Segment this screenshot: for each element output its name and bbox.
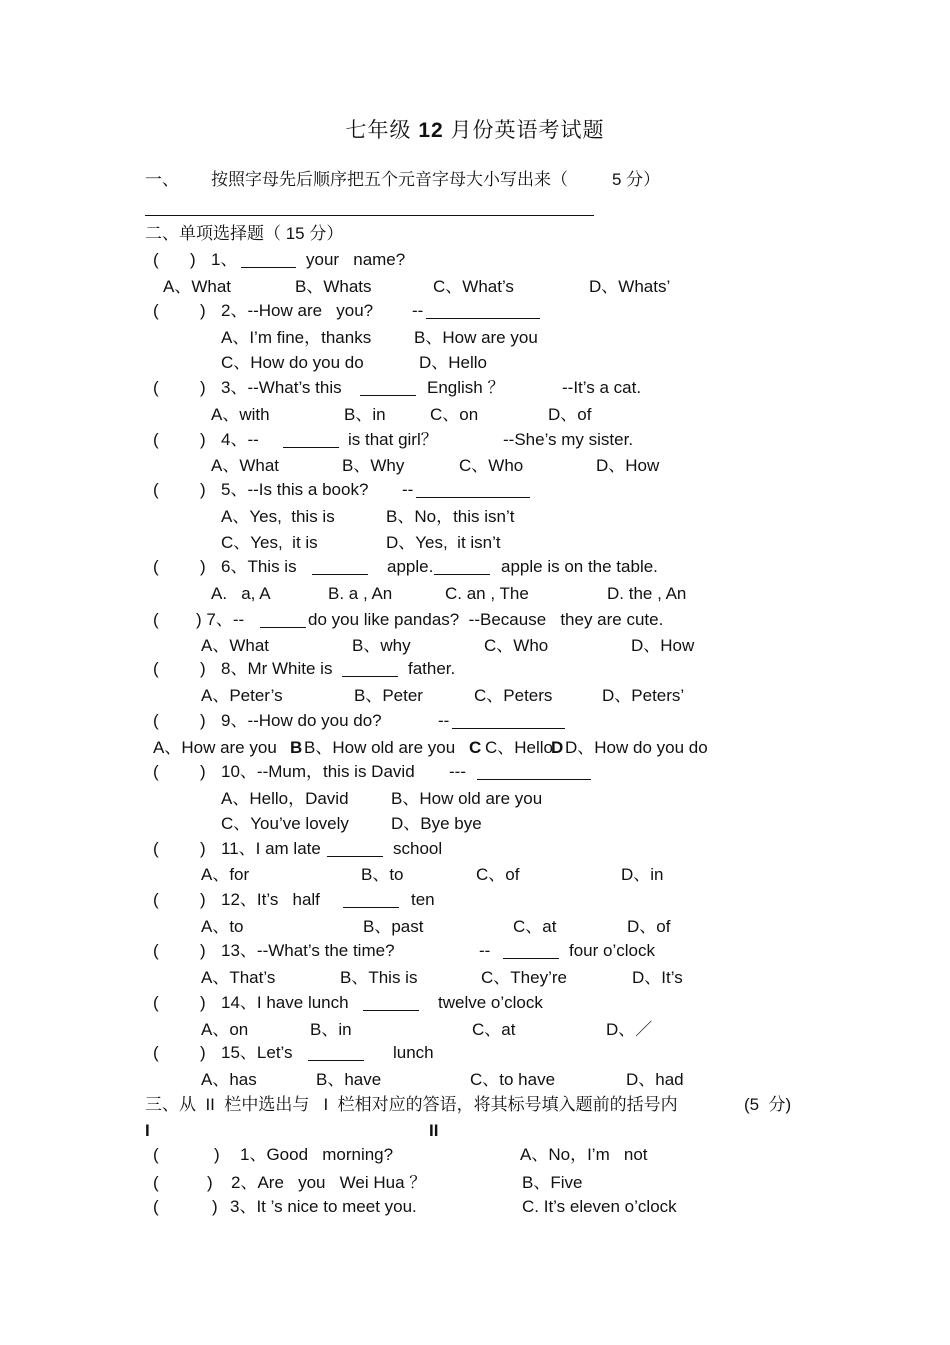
paren-open: (: [153, 711, 159, 730]
paren-open: (: [153, 890, 159, 909]
paren-close: ): [214, 1145, 220, 1164]
option-letter: D: [551, 738, 564, 757]
question-11-text: 11、I am late: [221, 839, 321, 858]
option: A、Hello，David: [221, 789, 349, 808]
match-2-question: 2、Are you Wei Hua ？: [231, 1173, 427, 1192]
question-8-text: 8、Mr White is: [221, 659, 333, 678]
section-1-label: 一、: [145, 170, 179, 189]
option: A、That’s: [201, 968, 276, 987]
option: B. a , An: [328, 584, 393, 603]
option: A、What: [211, 456, 280, 475]
blank[interactable]: [416, 481, 530, 498]
question-13-text: 13、--What’s the time?: [221, 941, 395, 960]
option: A、Yes, this is: [221, 507, 335, 526]
dash: ---: [449, 762, 466, 781]
option: D、Yes, it isn’t: [386, 533, 501, 552]
option: C、Yes, it is: [221, 533, 318, 552]
column-i-header: I: [145, 1121, 150, 1140]
question-1-text: your name?: [306, 250, 406, 269]
paren-close: ): [200, 557, 206, 576]
paren-open: (: [153, 1043, 159, 1062]
option: C. an , The: [445, 584, 529, 603]
question-6-mid: apple.: [387, 557, 434, 576]
paren-close: ): [190, 250, 196, 269]
question-7-number: ) 7、--: [196, 610, 245, 629]
option: C、They’re: [481, 968, 567, 987]
option: D、of: [627, 917, 671, 936]
option: B、Peter: [354, 686, 423, 705]
option: D、／: [606, 1020, 653, 1039]
question-6-right: apple is on the table.: [501, 557, 658, 576]
option: C、How do you do: [221, 353, 364, 372]
blank[interactable]: [363, 994, 419, 1011]
option: B、No，this isn’t: [386, 507, 515, 526]
question-9-text: 9、--How do you do?: [221, 711, 382, 730]
paren-close: ): [200, 941, 206, 960]
option: D、had: [626, 1070, 684, 1089]
answer-line: [145, 215, 594, 216]
paren-close: ): [212, 1197, 218, 1216]
match-2-answer: B、Five: [522, 1173, 583, 1192]
question-15-right: lunch: [393, 1043, 434, 1062]
blank[interactable]: [260, 611, 306, 628]
option: A、has: [201, 1070, 257, 1089]
option-letter: C: [469, 738, 482, 757]
blank[interactable]: [360, 379, 416, 396]
option: C、What’s: [433, 277, 514, 296]
option: C、of: [476, 865, 520, 884]
question-12-right: ten: [411, 890, 435, 909]
option: B、How are you: [414, 328, 538, 347]
option: A、What: [201, 636, 270, 655]
paren-open: (: [153, 378, 159, 397]
option: A、I’m fine，thanks: [221, 328, 372, 347]
option: B、Why: [342, 456, 405, 475]
option: C、on: [430, 405, 479, 424]
paren-close: ): [200, 993, 206, 1012]
dash: --: [402, 480, 414, 499]
question-10-text: 10、--Mum，this is David: [221, 762, 415, 781]
option: C、at: [513, 917, 557, 936]
option: C、at: [472, 1020, 516, 1039]
paren-close: ): [200, 430, 206, 449]
option: D、How do you do: [565, 738, 708, 757]
option: A、for: [201, 865, 250, 884]
option: A、How are you: [153, 738, 277, 757]
option: B、How old are you: [391, 789, 543, 808]
question-8-right: father.: [408, 659, 456, 678]
option: D、Peters’: [602, 686, 685, 705]
option: D、in: [621, 865, 664, 884]
paren-close: ): [200, 378, 206, 397]
paren-close: ): [200, 480, 206, 499]
paren-open: (: [153, 430, 159, 449]
question-7-text: do you like pandas? --Because they are cute.: [308, 610, 664, 629]
option: D、It’s: [632, 968, 683, 987]
blank[interactable]: [452, 712, 565, 729]
match-1-question: 1、Good morning?: [240, 1145, 394, 1164]
paren-open: (: [153, 610, 159, 629]
blank[interactable]: [312, 558, 368, 575]
option: D、How: [631, 636, 695, 655]
option: A、with: [211, 405, 270, 424]
option-letter: B: [290, 738, 303, 757]
column-ii-header: II: [429, 1121, 439, 1140]
blank[interactable]: [342, 660, 398, 677]
dash: --: [479, 941, 491, 960]
paren-open: (: [153, 1173, 159, 1192]
match-3-question: 3、It ’s nice to meet you.: [230, 1197, 417, 1216]
question-2-text: 2、--How are you?: [221, 301, 374, 320]
match-3-answer: C. It’s eleven o’clock: [522, 1197, 677, 1216]
option: C、Who: [484, 636, 549, 655]
option: B、Whats: [295, 277, 372, 296]
option: C、Peters: [474, 686, 553, 705]
question-5-text: 5、--Is this a book?: [221, 480, 369, 499]
option: A. a, A: [211, 584, 271, 603]
paren-close: ): [200, 659, 206, 678]
paren-open: (: [153, 301, 159, 320]
option: B、why: [352, 636, 411, 655]
option: A、Peter’s: [201, 686, 283, 705]
paren-open: (: [153, 1145, 159, 1164]
question-11-right: school: [393, 839, 443, 858]
option: C、to have: [470, 1070, 556, 1089]
blank[interactable]: [426, 302, 540, 319]
paren-close: ): [200, 890, 206, 909]
option: C、You’ve lovely: [221, 814, 349, 833]
option: C、Who: [459, 456, 524, 475]
paren-open: (: [153, 1197, 159, 1216]
section-3-score: (5 分): [744, 1095, 792, 1114]
question-1-number: 1、: [211, 250, 238, 269]
option: B、How old are you: [304, 738, 456, 757]
option: A、on: [201, 1020, 249, 1039]
blank[interactable]: [434, 558, 490, 575]
option: D、Whats’: [589, 277, 671, 296]
section-1-score: 5 分）: [612, 170, 661, 189]
question-14-right: twelve o’clock: [438, 993, 543, 1012]
option: B、in: [344, 405, 386, 424]
option: B、past: [363, 917, 424, 936]
paren-open: (: [153, 557, 159, 576]
question-15-text: 15、Let’s: [221, 1043, 293, 1062]
dash: --: [412, 301, 424, 320]
question-3-text: 3、--What’s this: [221, 378, 342, 397]
question-12-text: 12、It’s half: [221, 890, 320, 909]
dash: --: [438, 711, 450, 730]
paren-close: ): [200, 711, 206, 730]
match-1-answer: A、No，I’m not: [520, 1145, 648, 1164]
paren-open: (: [153, 250, 159, 269]
section-2-label: 二、单项选择题（ 15 分）: [145, 224, 344, 243]
option: D、Hello: [419, 353, 488, 372]
paren-open: (: [153, 659, 159, 678]
paren-open: (: [153, 762, 159, 781]
blank[interactable]: [477, 763, 591, 780]
option: D. the , An: [607, 584, 687, 603]
paren-close: ): [200, 301, 206, 320]
blank[interactable]: [503, 942, 559, 959]
option: C、Hello: [485, 738, 554, 757]
blank[interactable]: [343, 891, 399, 908]
paren-open: (: [153, 993, 159, 1012]
section-1-text: 按照字母先后顺序把五个元音字母大小写出来（: [211, 170, 568, 189]
question-4-text: 4、--: [221, 430, 259, 449]
option: D、How: [596, 456, 660, 475]
option: A、What: [163, 277, 232, 296]
paren-close: ): [200, 762, 206, 781]
paren-open: (: [153, 480, 159, 499]
question-4-reply: --She’s my sister.: [503, 430, 634, 449]
question-3-mid: English ？: [427, 378, 505, 397]
question-4-mid: is that girl？: [348, 430, 438, 449]
blank[interactable]: [327, 840, 383, 857]
blank[interactable]: [241, 251, 296, 268]
option: D、of: [548, 405, 592, 424]
paren-close: ): [207, 1173, 213, 1192]
paren-close: ): [200, 1043, 206, 1062]
section-3-label: 三、从 II 栏中选出与 I 栏相对应的答语，将其标号填入题前的括号内: [145, 1095, 678, 1114]
option: D、Bye bye: [391, 814, 482, 833]
option: B、This is: [340, 968, 418, 987]
question-13-right: four o’clock: [569, 941, 655, 960]
question-3-reply: --It’s a cat.: [562, 378, 642, 397]
option: B、to: [361, 865, 404, 884]
option: B、have: [316, 1070, 382, 1089]
blank[interactable]: [283, 431, 339, 448]
blank[interactable]: [308, 1044, 364, 1061]
option: B、in: [310, 1020, 352, 1039]
question-14-text: 14、I have lunch: [221, 993, 349, 1012]
page-title: 七年级 12 月份英语考试题: [345, 119, 605, 142]
option: A、to: [201, 917, 244, 936]
paren-open: (: [153, 941, 159, 960]
question-6-text: 6、This is: [221, 557, 297, 576]
paren-close: ): [200, 839, 206, 858]
paren-open: (: [153, 839, 159, 858]
